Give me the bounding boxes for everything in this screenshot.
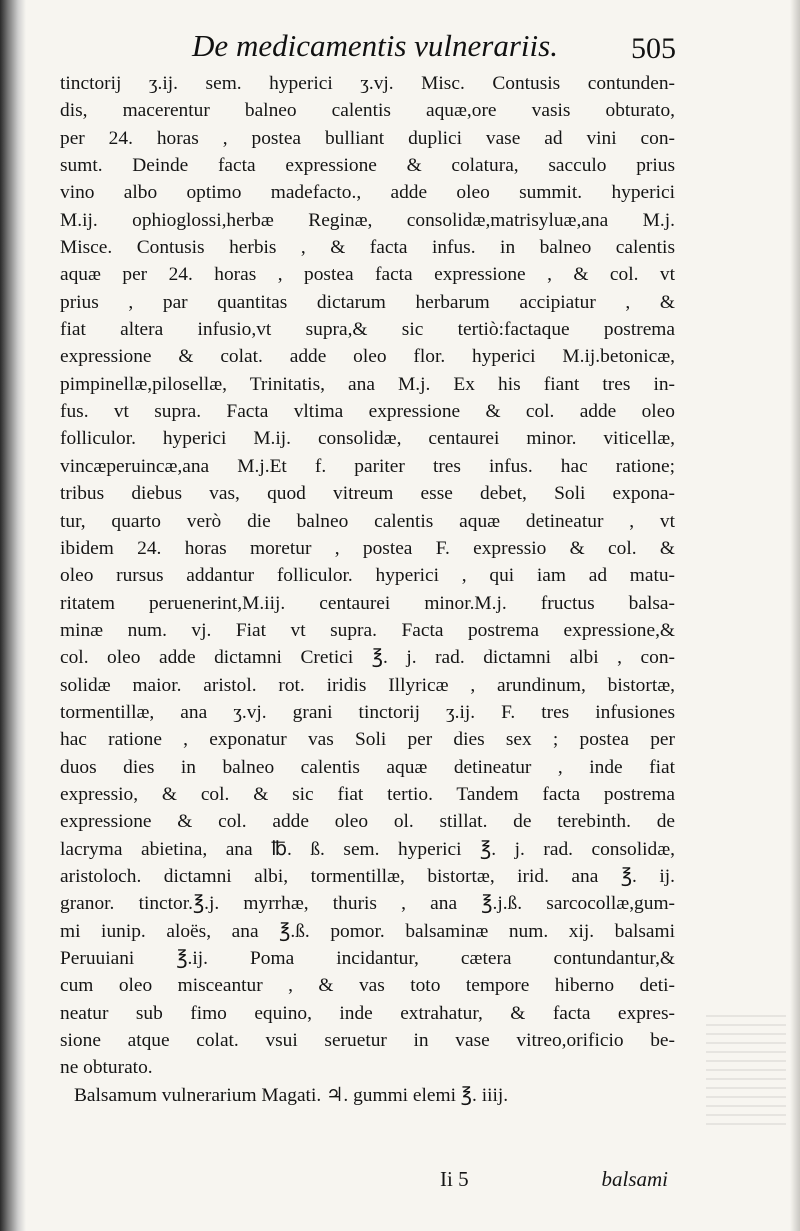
text-line: lacryma abietina, ana ℔. ß. sem. hyperici ℥. j. rad. consolidæ, [60, 838, 675, 860]
text-line: tormentillæ, ana ʒ.vj. grani tinctorij ʒ.ij. F. tres infusiones [60, 701, 675, 723]
text-line: ibidem 24. horas moretur , postea F. expressio & col. & [60, 537, 675, 559]
text-line: Balsamum vulnerarium Magati. ♃. gummi elemi ℥. iiij. [74, 1084, 509, 1106]
body-text [60, 70, 675, 1109]
text-line: ritatem peruenerint,M.iij. centaurei minor.M.j. fructus balsa- [60, 592, 675, 614]
text-line: tinctorij ʒ.ij. sem. hyperici ʒ.vj. Misc. Contusis contunden- [60, 73, 675, 94]
text-line: dis, macerentur balneo calentis aquæ,ore vasis obturato, [60, 100, 675, 122]
catchword: balsami [601, 1167, 668, 1191]
binding-shadow [0, 0, 26, 1231]
text-line: Misce. Contusis herbis , & facta infus. in balneo calentis [60, 237, 675, 259]
text-line: cum oleo misceantur , & vas toto tempore hiberno deti- [60, 975, 675, 997]
text-line: oleo rursus addantur folliculor. hyperici , qui iam ad matu- [60, 565, 675, 587]
text-line: aristoloch. dictamni albi, tormentillæ, bistortæ, irid. ana ℥. ij. [60, 865, 675, 887]
text-line: duos dies in balneo calentis aquæ detineatur , inde fiat [60, 756, 675, 778]
text-line: expressione & col. adde oleo ol. stillat. de terebinth. de [60, 811, 675, 833]
text-line: ne obturato. [60, 1057, 153, 1079]
page-number: 505 [631, 32, 676, 65]
page-edge [790, 0, 800, 1231]
text-line: M.ij. ophioglossi,herbæ Reginæ, consolidæ,matrisyluæ,ana M.j. [60, 209, 675, 231]
text-line: mi iunip. aloës, ana ℥.ß. pomor. balsaminæ num. xij. balsami [60, 920, 675, 942]
text-line: vino albo optimo madefacto., adde oleo summit. hyperici [60, 182, 675, 204]
text-line: sione atque colat. vsui seruetur in vase vitreo,orificio be- [60, 1030, 675, 1052]
text-line: fiat altera infusio,vt supra,& sic tertiò:factaque postrema [60, 319, 675, 341]
text-line: tribus diebus vas, quod vitreum esse debet, Soli expona- [60, 483, 675, 505]
text-line: neatur sub fimo equino, inde extrahatur, & facta expres- [60, 1002, 675, 1024]
text-line: granor. tinctor.℥.j. myrrhæ, thuris , ana ℥.j.ß. sarcocollæ,gum- [60, 893, 675, 915]
text-line: vincæperuincæ,ana M.j.Et f. pariter tres infus. hac ratione; [60, 455, 675, 477]
text-line: col. oleo adde dictamni Cretici ℥. j. rad. dictamni albi , con- [60, 647, 675, 669]
signature-mark: Ii 5 [440, 1167, 469, 1191]
text-line: per 24. horas , postea bulliant duplici vase ad vini con- [60, 127, 675, 149]
text-line: fus. vt supra. Facta vltima expressione & col. adde oleo [60, 401, 675, 423]
text-line: hac ratione , exponatur vas Soli per dies sex ; postea per [60, 729, 675, 751]
text-line: tur, quarto verò die balneo calentis aquæ detineatur , vt [60, 510, 675, 532]
text-line: prius , par quantitas dictarum herbarum accipiatur , & [60, 291, 675, 313]
text-line: pimpinellæ,pilosellæ, Trinitatis, ana M.j. Ex his fiant tres in- [60, 373, 675, 395]
text-line: solidæ maior. aristol. rot. iridis Illyricæ , arundinum, bistortæ, [60, 674, 675, 696]
running-title: De medicamentis vulnerariis. [192, 28, 558, 63]
text-line: expressio, & col. & sic fiat tertio. Tandem facta postrema [60, 783, 675, 805]
text-line: expressione & colat. adde oleo flor. hyperici M.ij.betonicæ, [60, 346, 675, 368]
show-through-bleed [706, 1015, 786, 1125]
text-line: aquæ per 24. horas , postea facta expressione , & col. vt [60, 264, 675, 286]
text-line: sumt. Deinde facta expressione & colatura, sacculo prius [60, 155, 675, 177]
text-line: folliculor. hyperici M.ij. consolidæ, centaurei minor. viticellæ, [60, 428, 675, 450]
text-line: Peruuiani ℥.ij. Poma incidantur, cætera contundantur,& [60, 948, 675, 969]
footer [60, 1167, 668, 1197]
text-line: minæ num. vj. Fiat vt supra. Facta postrema expressione,& [60, 619, 675, 641]
